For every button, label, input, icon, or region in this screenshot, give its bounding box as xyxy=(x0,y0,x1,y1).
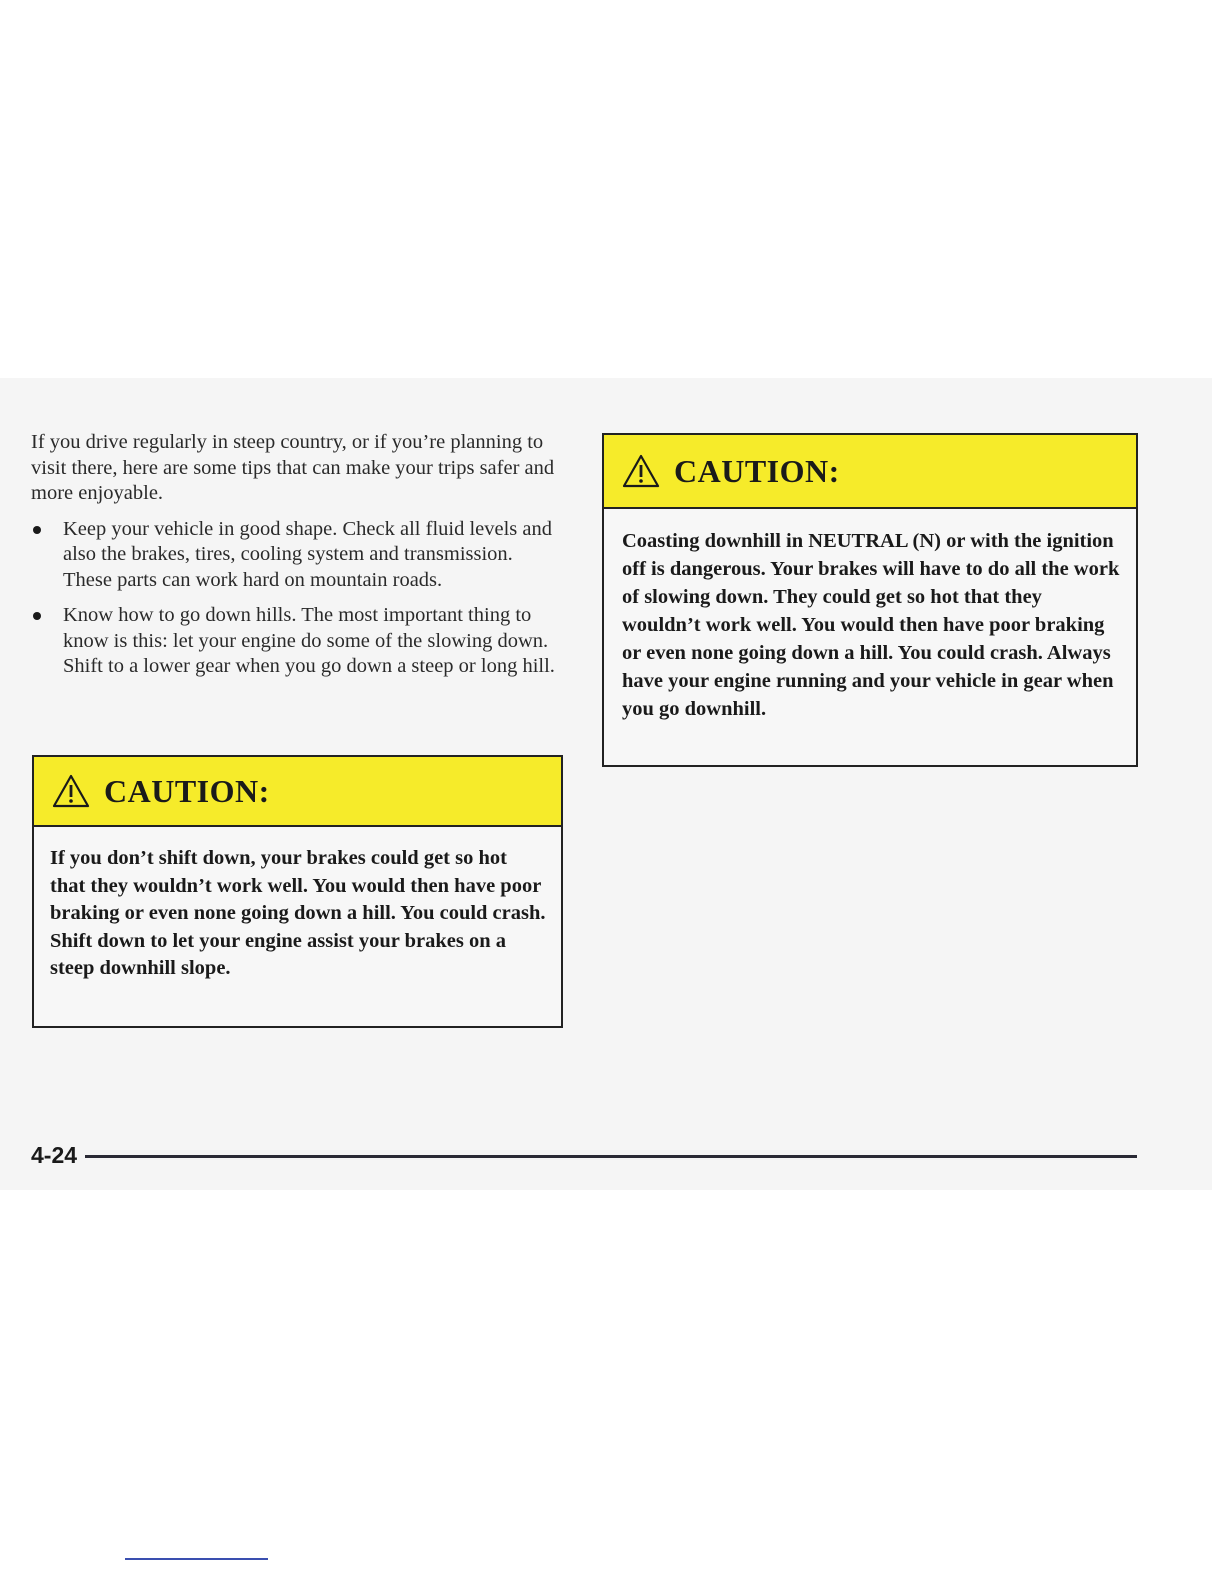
caution-body: If you don’t shift down, your brakes could get so hot that they wouldn’t work well. You would then have poor braking or even none going down a hill. You could crash. Shift down to let your engine assist your brakes on a steep downhill slope. xyxy=(50,847,546,979)
caution-header xyxy=(34,757,561,827)
list-item xyxy=(31,603,561,680)
caution-box-shift-down xyxy=(32,755,563,1028)
caution-title: CAUTION: xyxy=(674,452,840,489)
caution-header xyxy=(604,435,1136,509)
page-footer xyxy=(31,1140,1137,1170)
left-column xyxy=(31,430,561,690)
warning-triangle-icon xyxy=(52,774,90,808)
caution-body: Coasting downhill in NEUTRAL (N) or with the ignition off is dangerous. Your brakes will have to do all the work of slowing down. They could get so hot that they wouldn’t work well. You would then have poor braking or even none going down a hill. You could crash. Always have your engine running and your vehicle in gear when you go downhill. xyxy=(622,530,1120,720)
intro-paragraph: If you drive regularly in steep country, or if you’re planning to visit there, here are some tips that can make your trips safer and more enjoyable. xyxy=(31,431,555,504)
caution-box-coasting xyxy=(602,433,1138,767)
caution-title: CAUTION: xyxy=(104,772,270,809)
page-number: 4-24 xyxy=(31,1141,78,1168)
bullet-icon xyxy=(33,612,41,620)
decorative-line xyxy=(125,1558,268,1560)
list-item-text: Know how to go down hills. The most important thing to know is this: let your engine do some of the slowing down. Shift to a lower gear when you go down a steep or long hill. xyxy=(63,604,555,677)
tips-list xyxy=(31,517,561,680)
list-item-text: Keep your vehicle in good shape. Check all fluid levels and also the brakes, tires, cooling system and transmission. These parts can work hard on mountain roads. xyxy=(63,517,553,591)
bullet-icon xyxy=(33,526,41,534)
warning-triangle-icon xyxy=(622,454,660,488)
footer-divider xyxy=(85,1155,1137,1158)
list-item xyxy=(31,517,561,594)
